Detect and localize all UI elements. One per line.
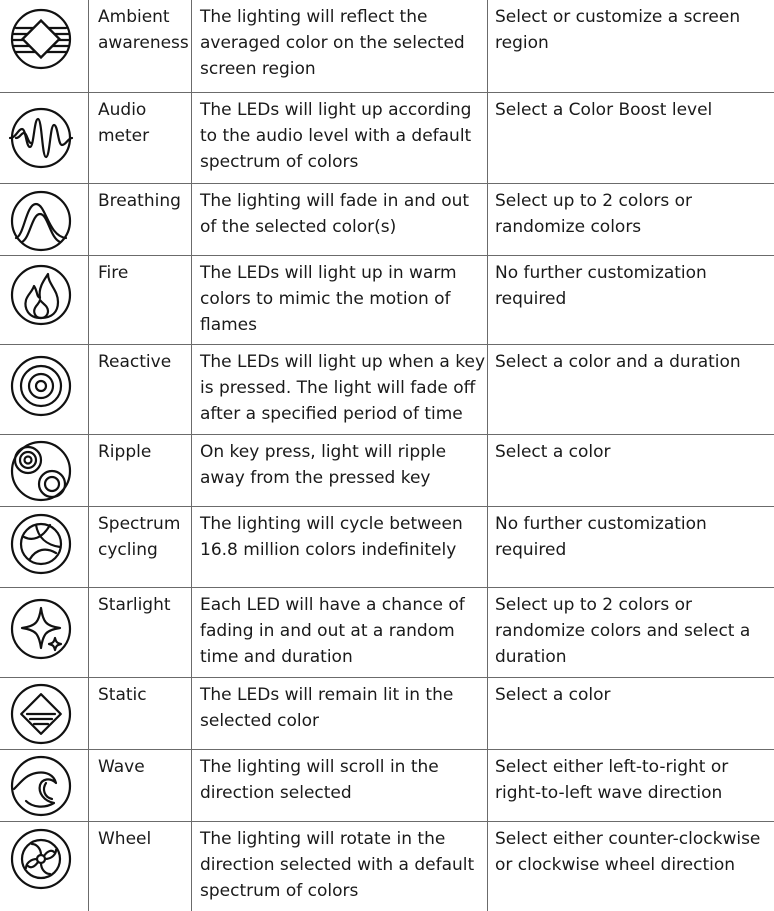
table-row [0,256,774,345]
effect-name: Reactive [98,352,172,372]
ambient-awareness-icon [8,6,74,72]
effect-name: Wave [98,757,145,777]
wave-icon [8,753,74,819]
effect-name: Ripple [98,442,152,462]
table-row [0,588,774,678]
effect-name: Breathing [98,191,181,211]
effect-description: Each LED will have a chance of fading in and out at a random time and duration [192,588,488,677]
effect-description: The lighting will scroll in the direction selected [192,750,488,821]
effect-description: On key press, light will ripple away from the pressed key [192,435,488,506]
effect-option: Select a color [495,442,611,462]
effect-option: Select a color [495,685,611,705]
effect-name: Fire [98,263,129,283]
effect-description: The LEDs will light up when a key is pressed. The light will fade off after a specified period of time [192,345,488,434]
breathing-icon [8,188,74,254]
fire-icon [8,262,74,328]
effect-option: Select a color and a duration [495,352,741,372]
effect-description: The lighting will cycle between 16.8 million colors indefinitely [192,507,488,587]
icon-cell [0,822,89,911]
effect-description: The lighting will rotate in the direction selected with a default spectrum of colors [192,822,488,911]
table-row [0,93,774,184]
table-row [0,345,774,435]
table-row [0,822,774,911]
starlight-icon [8,596,74,662]
table-row [0,678,774,750]
effect-name: Ambient awareness [98,7,189,53]
spectrum-cycling-icon [8,511,74,577]
icon-cell [0,345,89,434]
table-row [0,750,774,822]
effect-name: Wheel [98,829,152,849]
effect-name: Spectrum cycling [98,514,181,560]
icon-cell [0,184,89,255]
effect-description: The LEDs will light up in warm colors to mimic the motion of flames [192,256,488,344]
effect-description: The LEDs will remain lit in the selected color [192,678,488,749]
icon-cell [0,256,89,344]
table-row [0,0,774,93]
table-row [0,435,774,507]
effect-name: Static [98,685,147,705]
icon-cell [0,93,89,183]
icon-cell [0,750,89,821]
icon-cell [0,0,89,92]
effect-option: Select either left-to-right or right-to-left wave direction [495,757,729,803]
effect-option: Select up to 2 colors or randomize colors and select a duration [495,595,751,667]
icon-cell [0,507,89,587]
table-row [0,184,774,256]
effect-option: No further customization required [495,514,707,560]
icon-cell [0,678,89,749]
table-row [0,507,774,588]
effect-name: Starlight [98,595,171,615]
reactive-icon [8,353,74,419]
ripple-icon [8,438,74,504]
effect-option: Select or customize a screen region [495,7,741,53]
static-icon [8,681,74,747]
effect-option: Select either counter-clockwise or clockwise wheel direction [495,829,761,875]
effect-description: The lighting will fade in and out of the selected color(s) [192,184,488,255]
effect-option: Select a Color Boost level [495,100,713,120]
effect-description: The LEDs will light up according to the audio level with a default spectrum of colors [192,93,488,183]
effect-description: The lighting will reflect the averaged color on the selected screen region [192,0,488,92]
effect-option: No further customization required [495,263,707,309]
audio-meter-icon [8,105,74,171]
icon-cell [0,588,89,677]
effect-option: Select up to 2 colors or randomize colors [495,191,693,237]
effect-name: Audio meter [98,100,150,146]
icon-cell [0,435,89,506]
wheel-icon [8,826,74,892]
